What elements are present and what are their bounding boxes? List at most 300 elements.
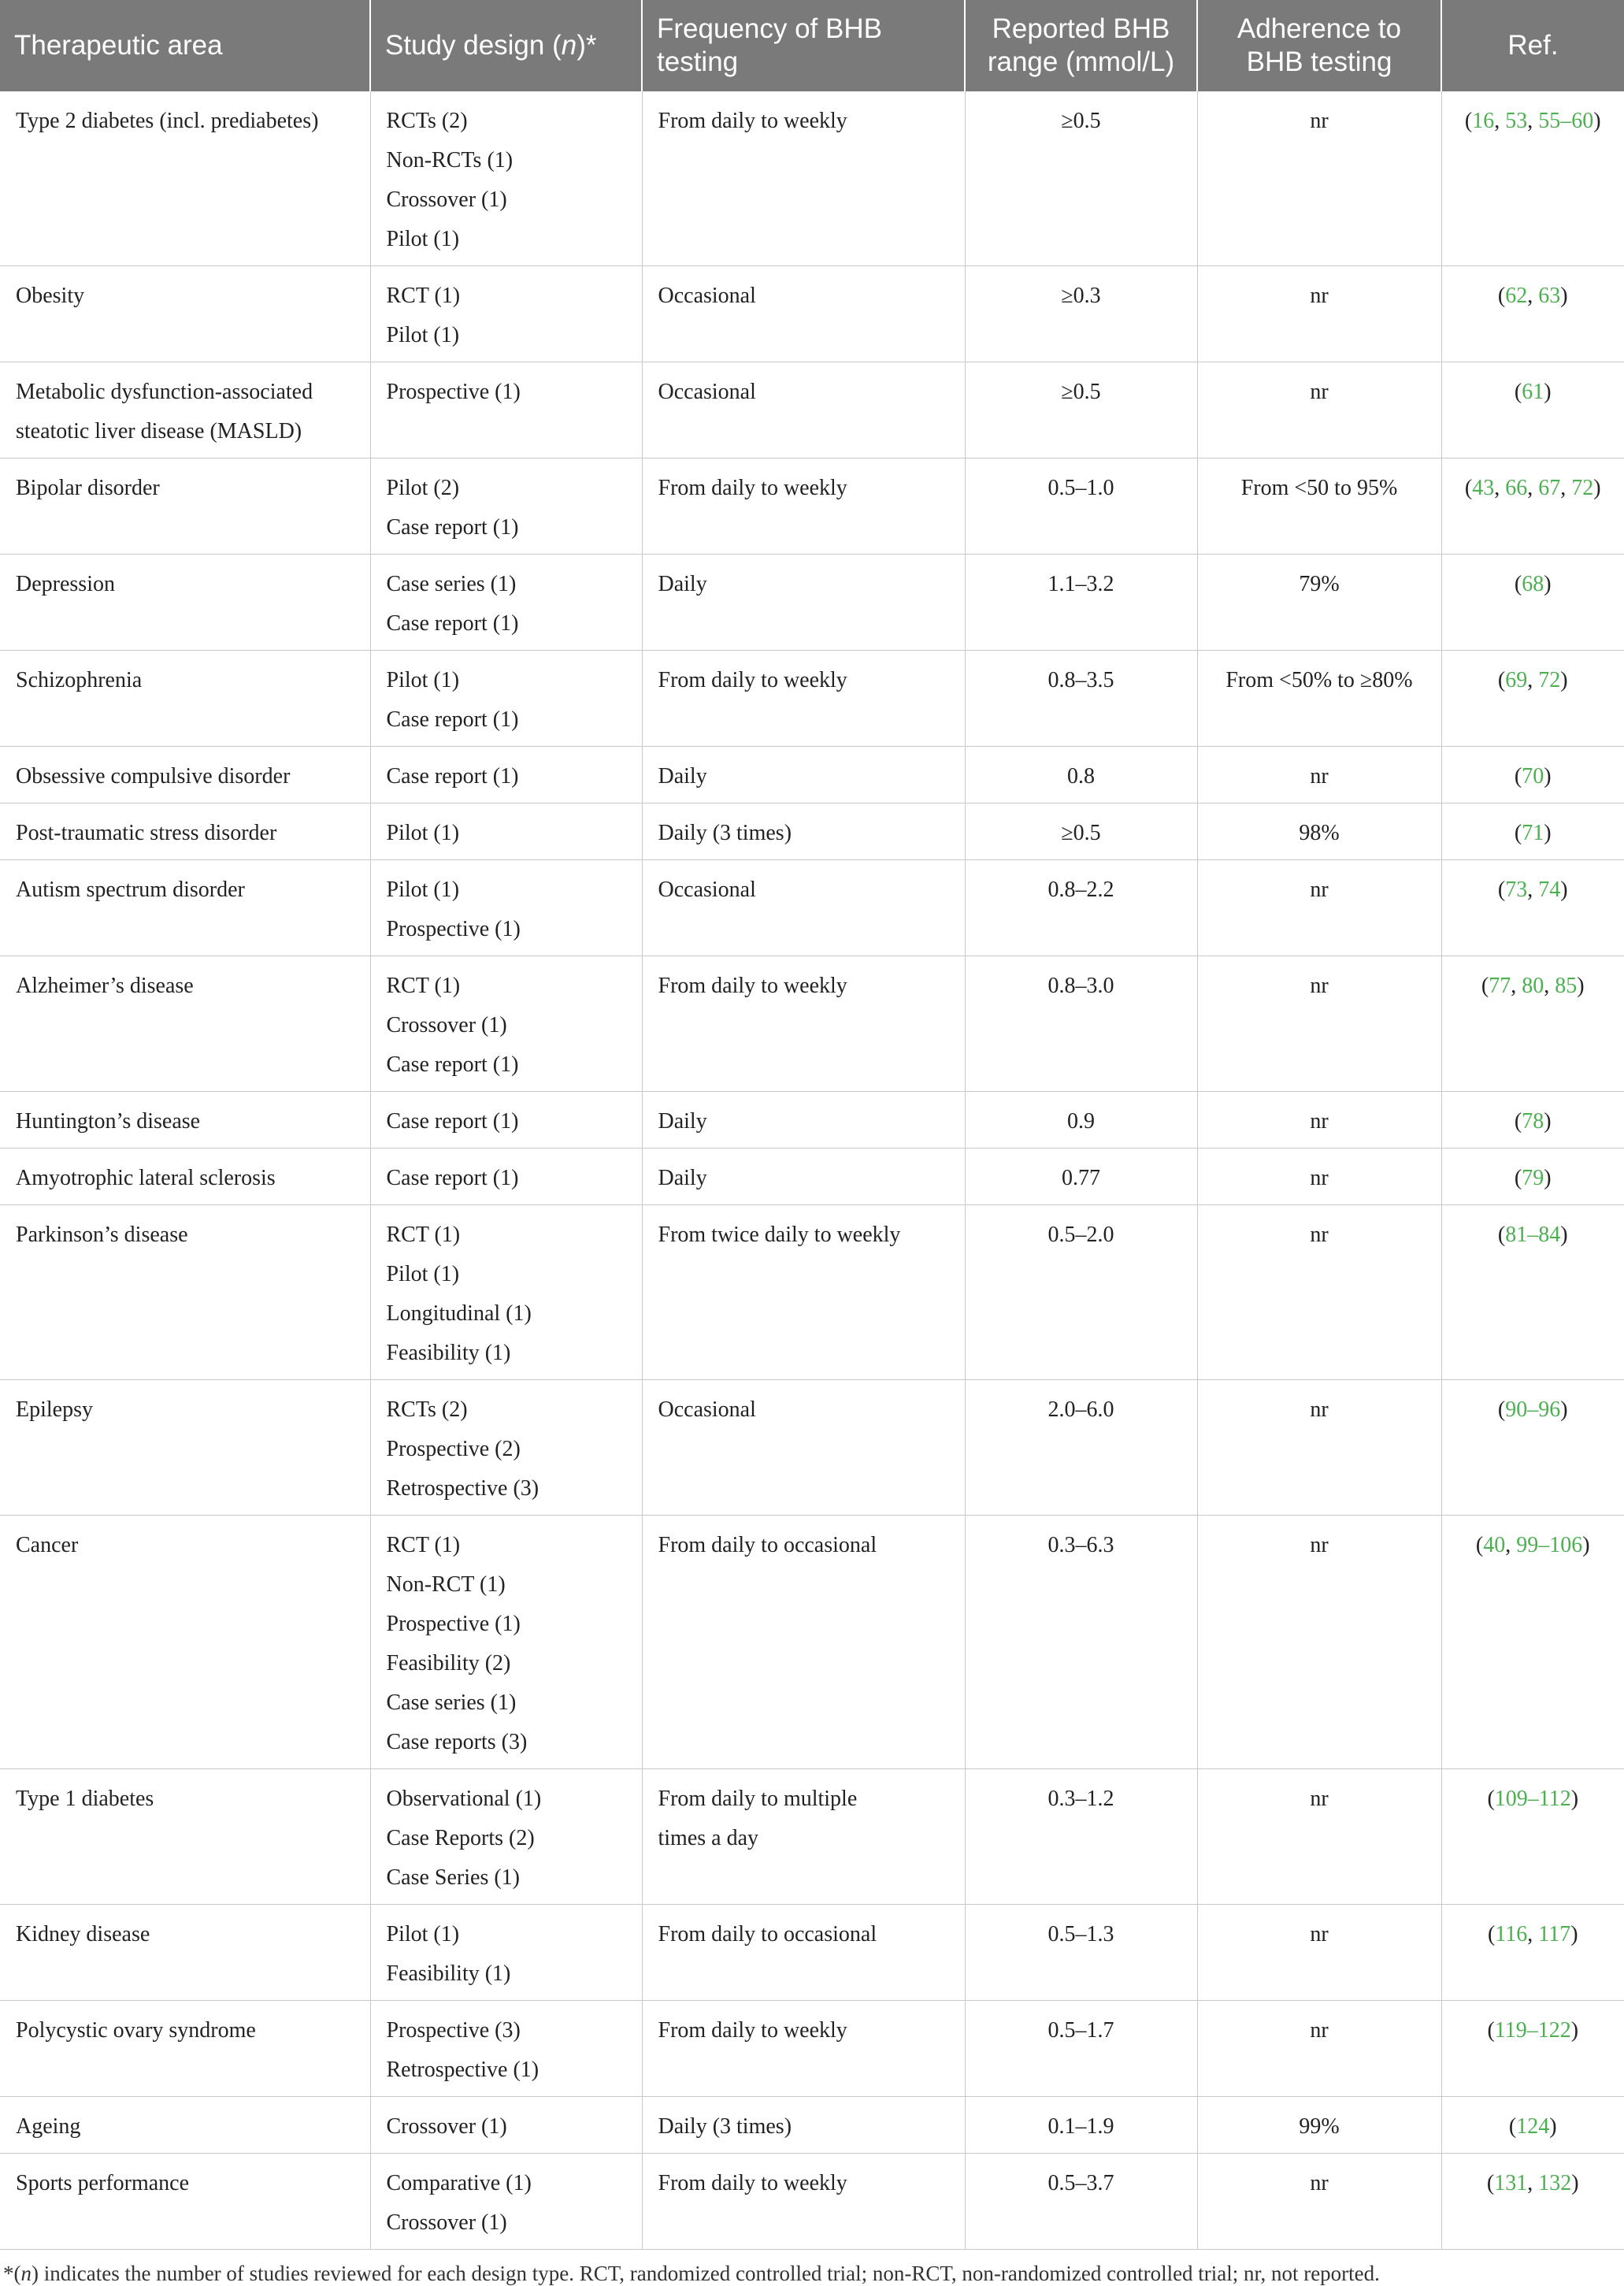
cell-bhb-range: [965, 956, 1197, 1092]
study-design-line: Prospective (1): [386, 917, 521, 941]
study-design-line: RCTs (2): [386, 1397, 468, 1422]
ref-separator: ,: [1494, 109, 1506, 133]
cell-ref: [1441, 2001, 1624, 2097]
ref-separator: ,: [1527, 1922, 1539, 1946]
cell-frequency: [642, 2154, 965, 2250]
bhb-range-value: 0.5–1.7: [1047, 2018, 1114, 2043]
table-row: [0, 1769, 1624, 1905]
cell-ref: [1441, 803, 1624, 860]
therapeutic-area-text: Obsessive compulsive disorder: [16, 764, 291, 789]
therapeutic-area-text: Metabolic dysfunction-associated steatotic liver disease (MASLD): [16, 380, 313, 443]
cell-frequency: [642, 747, 965, 803]
ref-link[interactable]: 99–106: [1516, 1533, 1583, 1557]
ref-open-paren: (: [1514, 1166, 1522, 1190]
adherence-value: nr: [1310, 1397, 1329, 1422]
cell-therapeutic-area: [0, 2001, 370, 2097]
header-ref: [1441, 0, 1624, 91]
bhb-range-value: 0.3–6.3: [1047, 1533, 1114, 1557]
study-design-line: Pilot (2): [386, 476, 460, 500]
cell-bhb-range: [965, 1149, 1197, 1205]
cell-adherence: [1197, 2097, 1441, 2154]
ref-link[interactable]: 77: [1489, 974, 1511, 998]
ref-link[interactable]: 74: [1538, 878, 1561, 902]
ref-close-paren: ): [1577, 974, 1585, 998]
frequency-line: From daily to multiple: [658, 1787, 858, 1811]
cell-bhb-range: [965, 803, 1197, 860]
ref-separator: ,: [1527, 878, 1539, 902]
study-design-line: Feasibility (2): [386, 1651, 511, 1676]
adherence-value: nr: [1310, 380, 1329, 404]
header-design-post: )*: [577, 30, 597, 61]
cell-frequency: [642, 362, 965, 458]
ref-link[interactable]: 117: [1538, 1922, 1571, 1946]
study-design-line: Pilot (1): [386, 1922, 460, 1946]
table-row: [0, 860, 1624, 956]
therapeutic-area-text: Polycystic ovary syndrome: [16, 2018, 256, 2043]
header-row: [0, 0, 1624, 91]
study-design-line: Case report (1): [386, 707, 519, 732]
cell-adherence: [1197, 651, 1441, 747]
cell-therapeutic-area: [0, 1380, 370, 1516]
ref-close-paren: ): [1593, 476, 1601, 500]
cell-bhb-range: [965, 747, 1197, 803]
table-row: [0, 2001, 1624, 2097]
ref-link[interactable]: 73: [1505, 878, 1528, 902]
study-design-line: Pilot (1): [386, 821, 460, 845]
therapeutic-area-text: Type 2 diabetes (incl. prediabetes): [16, 109, 319, 133]
adherence-value: nr: [1310, 1109, 1329, 1134]
table-body: [0, 91, 1624, 2250]
cell-study-design: [370, 1769, 642, 1905]
table-row: [0, 458, 1624, 555]
cell-ref: [1441, 1516, 1624, 1769]
ref-separator: ,: [1511, 974, 1522, 998]
ref-link[interactable]: 119–122: [1494, 2018, 1571, 2043]
header-bhb-range: [965, 0, 1197, 91]
bhb-range-value: 0.8: [1067, 764, 1095, 789]
frequency-line: Daily: [658, 1166, 707, 1190]
adherence-value: nr: [1310, 109, 1329, 133]
ref-link[interactable]: 67: [1538, 476, 1561, 500]
header-design-n: n: [561, 30, 577, 61]
header-freq-label: Frequency of BHB testing: [657, 13, 882, 77]
header-area-label: Therapeutic area: [14, 30, 223, 61]
therapeutic-area-text: Type 1 diabetes: [16, 1787, 154, 1811]
cell-adherence: [1197, 2154, 1441, 2250]
ref-link[interactable]: 80: [1522, 974, 1544, 998]
study-design-line: RCT (1): [386, 974, 461, 998]
table-row: [0, 1380, 1624, 1516]
cell-frequency: [642, 1516, 965, 1769]
cell-bhb-range: [965, 651, 1197, 747]
cell-bhb-range: [965, 458, 1197, 555]
table-row: [0, 747, 1624, 803]
cell-ref: [1441, 956, 1624, 1092]
bhb-range-value: 0.5–3.7: [1047, 2171, 1114, 2195]
bhb-range-value: 0.5–2.0: [1047, 1223, 1114, 1247]
ref-open-paren: (: [1486, 2171, 1495, 2195]
cell-study-design: [370, 91, 642, 266]
ref-close-paren: ): [1544, 1166, 1552, 1190]
ref-close-paren: ): [1570, 2018, 1579, 2043]
ref-open-paren: (: [1514, 764, 1522, 789]
ref-open-paren: (: [1514, 1109, 1522, 1134]
cell-frequency: [642, 2001, 965, 2097]
ref-open-paren: (: [1514, 572, 1522, 596]
table-row: [0, 1205, 1624, 1380]
ref-link[interactable]: 79: [1522, 1166, 1544, 1190]
table-footnote: [0, 2250, 1624, 2286]
cell-therapeutic-area: [0, 266, 370, 362]
cell-therapeutic-area: [0, 1205, 370, 1380]
cell-bhb-range: [965, 2097, 1197, 2154]
cell-therapeutic-area: [0, 860, 370, 956]
frequency-line: From daily to occasional: [658, 1533, 877, 1557]
cell-study-design: [370, 1905, 642, 2001]
header-ref-label: Ref.: [1507, 30, 1559, 61]
ref-open-paren: (: [1497, 668, 1506, 692]
cell-adherence: [1197, 747, 1441, 803]
cell-ref: [1441, 91, 1624, 266]
footnote-text: ) indicates the number of studies reviewed for each design type. RCT, randomized controlled trial; non-RCT, non-randomized controlled trial; nr, not reported.: [32, 2262, 1380, 2285]
cell-study-design: [370, 362, 642, 458]
cell-therapeutic-area: [0, 555, 370, 651]
ref-close-paren: ): [1570, 1787, 1579, 1811]
adherence-value: nr: [1310, 1533, 1329, 1557]
ref-open-paren: (: [1497, 878, 1506, 902]
adherence-value: nr: [1310, 1166, 1329, 1190]
cell-ref: [1441, 2097, 1624, 2154]
ref-link[interactable]: 109–112: [1494, 1787, 1571, 1811]
table-row: [0, 803, 1624, 860]
bhb-range-value: 0.1–1.9: [1047, 2114, 1114, 2139]
cell-therapeutic-area: [0, 458, 370, 555]
ref-link[interactable]: 69: [1505, 668, 1528, 692]
cell-ref: [1441, 1149, 1624, 1205]
therapeutic-area-text: Parkinson’s disease: [16, 1223, 188, 1247]
therapeutic-area-text: Bipolar disorder: [16, 476, 160, 500]
cell-study-design: [370, 555, 642, 651]
ref-open-paren: (: [1497, 1223, 1506, 1247]
cell-adherence: [1197, 555, 1441, 651]
cell-ref: [1441, 266, 1624, 362]
study-design-line: RCT (1): [386, 1223, 461, 1247]
cell-study-design: [370, 747, 642, 803]
adherence-value: nr: [1310, 764, 1329, 789]
therapeutic-area-text: Cancer: [16, 1533, 79, 1557]
ref-open-paren: (: [1487, 1922, 1496, 1946]
cell-ref: [1441, 651, 1624, 747]
ref-link[interactable]: 131: [1494, 2171, 1528, 2195]
study-design-line: Longitudinal (1): [386, 1301, 532, 1326]
frequency-line: Daily (3 times): [658, 2114, 792, 2139]
ref-close-paren: ): [1544, 380, 1552, 404]
cell-ref: [1441, 2154, 1624, 2250]
cell-ref: [1441, 555, 1624, 651]
cell-frequency: [642, 956, 965, 1092]
ref-separator: ,: [1527, 109, 1539, 133]
header-frequency: [642, 0, 965, 91]
frequency-line: Occasional: [658, 1397, 756, 1422]
table-row: [0, 2097, 1624, 2154]
frequency-line: From twice daily to weekly: [658, 1223, 901, 1247]
ref-close-paren: ): [1582, 1533, 1590, 1557]
ref-link[interactable]: 43: [1472, 476, 1495, 500]
cell-bhb-range: [965, 860, 1197, 956]
adherence-value: From <50% to ≥80%: [1225, 668, 1413, 692]
ref-link[interactable]: 85: [1555, 974, 1578, 998]
frequency-line: From daily to weekly: [658, 668, 847, 692]
cell-bhb-range: [965, 555, 1197, 651]
ref-link[interactable]: 70: [1522, 764, 1544, 789]
cell-ref: [1441, 1205, 1624, 1380]
study-design-line: RCT (1): [386, 1533, 461, 1557]
cell-frequency: [642, 803, 965, 860]
ref-close-paren: ): [1571, 2171, 1579, 2195]
cell-study-design: [370, 458, 642, 555]
therapeutic-area-text: Depression: [16, 572, 115, 596]
cell-study-design: [370, 1516, 642, 1769]
study-design-line: Case Series (1): [386, 1865, 521, 1890]
study-design-line: Crossover (1): [386, 2114, 507, 2139]
bhb-range-value: 0.3–1.2: [1047, 1787, 1114, 1811]
study-design-line: Pilot (1): [386, 227, 460, 251]
ref-close-paren: ): [1549, 2114, 1557, 2139]
ref-link[interactable]: 40: [1483, 1533, 1506, 1557]
cell-bhb-range: [965, 2154, 1197, 2250]
adherence-value: nr: [1310, 284, 1329, 308]
ref-close-paren: ): [1593, 109, 1601, 133]
study-design-line: Prospective (2): [386, 1437, 521, 1461]
cell-adherence: [1197, 1380, 1441, 1516]
ref-link[interactable]: 16: [1472, 109, 1495, 133]
cell-frequency: [642, 266, 965, 362]
cell-frequency: [642, 1205, 965, 1380]
ref-close-paren: ): [1544, 821, 1552, 845]
ref-link[interactable]: 61: [1522, 380, 1544, 404]
frequency-line: Occasional: [658, 284, 756, 308]
study-design-line: Feasibility (1): [386, 1341, 511, 1365]
cell-adherence: [1197, 1769, 1441, 1905]
therapeutic-area-text: Alzheimer’s disease: [16, 974, 194, 998]
bhb-range-value: 0.5–1.3: [1047, 1922, 1114, 1946]
frequency-line: times a day: [658, 1826, 759, 1850]
cell-ref: [1441, 747, 1624, 803]
ref-open-paren: (: [1464, 109, 1473, 133]
frequency-line: From daily to weekly: [658, 109, 847, 133]
bhb-range-value: 0.77: [1062, 1166, 1100, 1190]
study-design-line: Case series (1): [386, 572, 517, 596]
header-design-pre: Study design (: [385, 30, 562, 61]
header-adherence: [1197, 0, 1441, 91]
ref-separator: ,: [1560, 476, 1572, 500]
study-design-line: Case report (1): [386, 1052, 519, 1077]
cell-bhb-range: [965, 266, 1197, 362]
table-row: [0, 1149, 1624, 1205]
cell-study-design: [370, 2154, 642, 2250]
ref-close-paren: ): [1560, 1397, 1568, 1422]
cell-study-design: [370, 860, 642, 956]
adherence-value: nr: [1310, 974, 1329, 998]
table-row: [0, 1092, 1624, 1149]
adherence-value: 99%: [1299, 2114, 1340, 2139]
cell-frequency: [642, 1905, 965, 2001]
adherence-value: nr: [1310, 2018, 1329, 2043]
study-design-line: Crossover (1): [386, 187, 507, 212]
ref-link[interactable]: 81–84: [1505, 1223, 1561, 1247]
cell-ref: [1441, 860, 1624, 956]
therapeutic-area-text: Epilepsy: [16, 1397, 93, 1422]
study-design-line: Feasibility (1): [386, 1961, 511, 1986]
study-design-line: Prospective (1): [386, 380, 521, 404]
cell-therapeutic-area: [0, 803, 370, 860]
table-row: [0, 91, 1624, 266]
cell-frequency: [642, 1149, 965, 1205]
cell-adherence: [1197, 1905, 1441, 2001]
table-row: [0, 1516, 1624, 1769]
cell-ref: [1441, 1092, 1624, 1149]
cell-frequency: [642, 458, 965, 555]
study-design-line: Retrospective (3): [386, 1476, 539, 1501]
cell-therapeutic-area: [0, 1092, 370, 1149]
study-design-line: Crossover (1): [386, 2210, 507, 2235]
ref-open-paren: (: [1475, 1533, 1484, 1557]
ref-link[interactable]: 72: [1571, 476, 1594, 500]
ref-separator: ,: [1505, 1533, 1517, 1557]
ref-link[interactable]: 132: [1538, 2171, 1572, 2195]
cell-adherence: [1197, 1149, 1441, 1205]
study-design-line: Observational (1): [386, 1787, 542, 1811]
study-design-line: Case report (1): [386, 611, 519, 636]
cell-ref: [1441, 1380, 1624, 1516]
ref-open-paren: (: [1487, 1787, 1495, 1811]
therapeutic-area-text: Autism spectrum disorder: [16, 878, 245, 902]
ref-open-paren: (: [1464, 476, 1473, 500]
table-row: [0, 651, 1624, 747]
study-design-line: Case report (1): [386, 515, 519, 540]
cell-study-design: [370, 266, 642, 362]
ref-link[interactable]: 53: [1505, 109, 1528, 133]
ref-link[interactable]: 78: [1522, 1109, 1544, 1134]
cell-therapeutic-area: [0, 91, 370, 266]
therapeutic-area-text: Post-traumatic stress disorder: [16, 821, 277, 845]
bhb-range-value: 0.8–2.2: [1047, 878, 1114, 902]
ref-link[interactable]: 62: [1505, 284, 1528, 308]
cell-study-design: [370, 1205, 642, 1380]
ref-separator: ,: [1527, 284, 1539, 308]
cell-frequency: [642, 1380, 965, 1516]
cell-adherence: [1197, 860, 1441, 956]
ref-open-paren: (: [1514, 821, 1522, 845]
cell-bhb-range: [965, 1092, 1197, 1149]
study-design-line: Non-RCT (1): [386, 1572, 506, 1597]
cell-study-design: [370, 2001, 642, 2097]
ref-link[interactable]: 66: [1505, 476, 1528, 500]
cell-study-design: [370, 803, 642, 860]
cell-adherence: [1197, 2001, 1441, 2097]
cell-adherence: [1197, 803, 1441, 860]
bhb-range-value: ≥0.3: [1061, 284, 1101, 308]
ref-link[interactable]: 90–96: [1505, 1397, 1561, 1422]
frequency-line: Daily: [658, 1109, 707, 1134]
ref-link[interactable]: 71: [1522, 821, 1544, 845]
cell-therapeutic-area: [0, 1149, 370, 1205]
study-design-line: Prospective (3): [386, 2018, 521, 2043]
ref-close-paren: ): [1560, 668, 1568, 692]
cell-bhb-range: [965, 1516, 1197, 1769]
ref-link[interactable]: 72: [1538, 668, 1561, 692]
cell-frequency: [642, 860, 965, 956]
table-row: [0, 266, 1624, 362]
table-row: [0, 2154, 1624, 2250]
ref-open-paren: (: [1497, 284, 1506, 308]
ref-open-paren: (: [1497, 1397, 1506, 1422]
cell-therapeutic-area: [0, 2097, 370, 2154]
bhb-range-value: 0.5–1.0: [1047, 476, 1114, 500]
cell-adherence: [1197, 956, 1441, 1092]
study-design-line: RCT (1): [386, 284, 461, 308]
ref-link[interactable]: 116: [1495, 1922, 1528, 1946]
cell-frequency: [642, 651, 965, 747]
adherence-value: nr: [1310, 1787, 1329, 1811]
ref-close-paren: ): [1544, 572, 1552, 596]
bhb-range-value: 0.8–3.5: [1047, 668, 1114, 692]
ref-separator: ,: [1527, 668, 1539, 692]
study-design-line: RCTs (2): [386, 109, 468, 133]
ref-link[interactable]: 68: [1522, 572, 1544, 596]
therapeutic-area-text: Amyotrophic lateral sclerosis: [16, 1166, 276, 1190]
study-design-line: Case report (1): [386, 1166, 519, 1190]
cell-ref: [1441, 1905, 1624, 2001]
ref-close-paren: ): [1544, 764, 1552, 789]
footnote-n: n: [20, 2262, 32, 2285]
adherence-value: 98%: [1299, 821, 1340, 845]
cell-frequency: [642, 91, 965, 266]
table-row: [0, 1905, 1624, 2001]
therapeutic-area-text: Sports performance: [16, 2171, 190, 2195]
cell-therapeutic-area: [0, 956, 370, 1092]
therapeutic-area-text: Huntington’s disease: [16, 1109, 201, 1134]
cell-bhb-range: [965, 1905, 1197, 2001]
cell-bhb-range: [965, 1205, 1197, 1380]
frequency-line: From daily to occasional: [658, 1922, 877, 1946]
cell-adherence: [1197, 266, 1441, 362]
ref-separator: ,: [1527, 2171, 1539, 2195]
header-range-label: Reported BHB range (mmol/L): [987, 13, 1175, 77]
study-design-line: Case report (1): [386, 764, 519, 789]
header-adherence-label: Adherence to BHB testing: [1237, 13, 1402, 77]
ref-link[interactable]: 63: [1538, 284, 1561, 308]
therapeutic-area-text: Kidney disease: [16, 1922, 150, 1946]
frequency-line: Daily (3 times): [658, 821, 792, 845]
study-design-line: Case series (1): [386, 1690, 517, 1715]
therapeutic-area-text: Ageing: [16, 2114, 81, 2139]
ref-link[interactable]: 124: [1516, 2114, 1550, 2139]
bhb-range-value: 0.8–3.0: [1047, 974, 1114, 998]
bhb-range-value: ≥0.5: [1061, 821, 1101, 845]
study-design-line: Non-RCTs (1): [386, 148, 514, 173]
cell-bhb-range: [965, 1769, 1197, 1905]
ref-open-paren: (: [1487, 2018, 1495, 2043]
bhb-range-value: ≥0.5: [1061, 380, 1101, 404]
header-study-design: [370, 0, 642, 91]
ref-close-paren: ): [1560, 1223, 1568, 1247]
header-therapeutic-area: [0, 0, 370, 91]
table-row: [0, 362, 1624, 458]
bhb-range-value: ≥0.5: [1061, 109, 1101, 133]
ref-link[interactable]: 55–60: [1538, 109, 1594, 133]
adherence-value: nr: [1310, 1922, 1329, 1946]
